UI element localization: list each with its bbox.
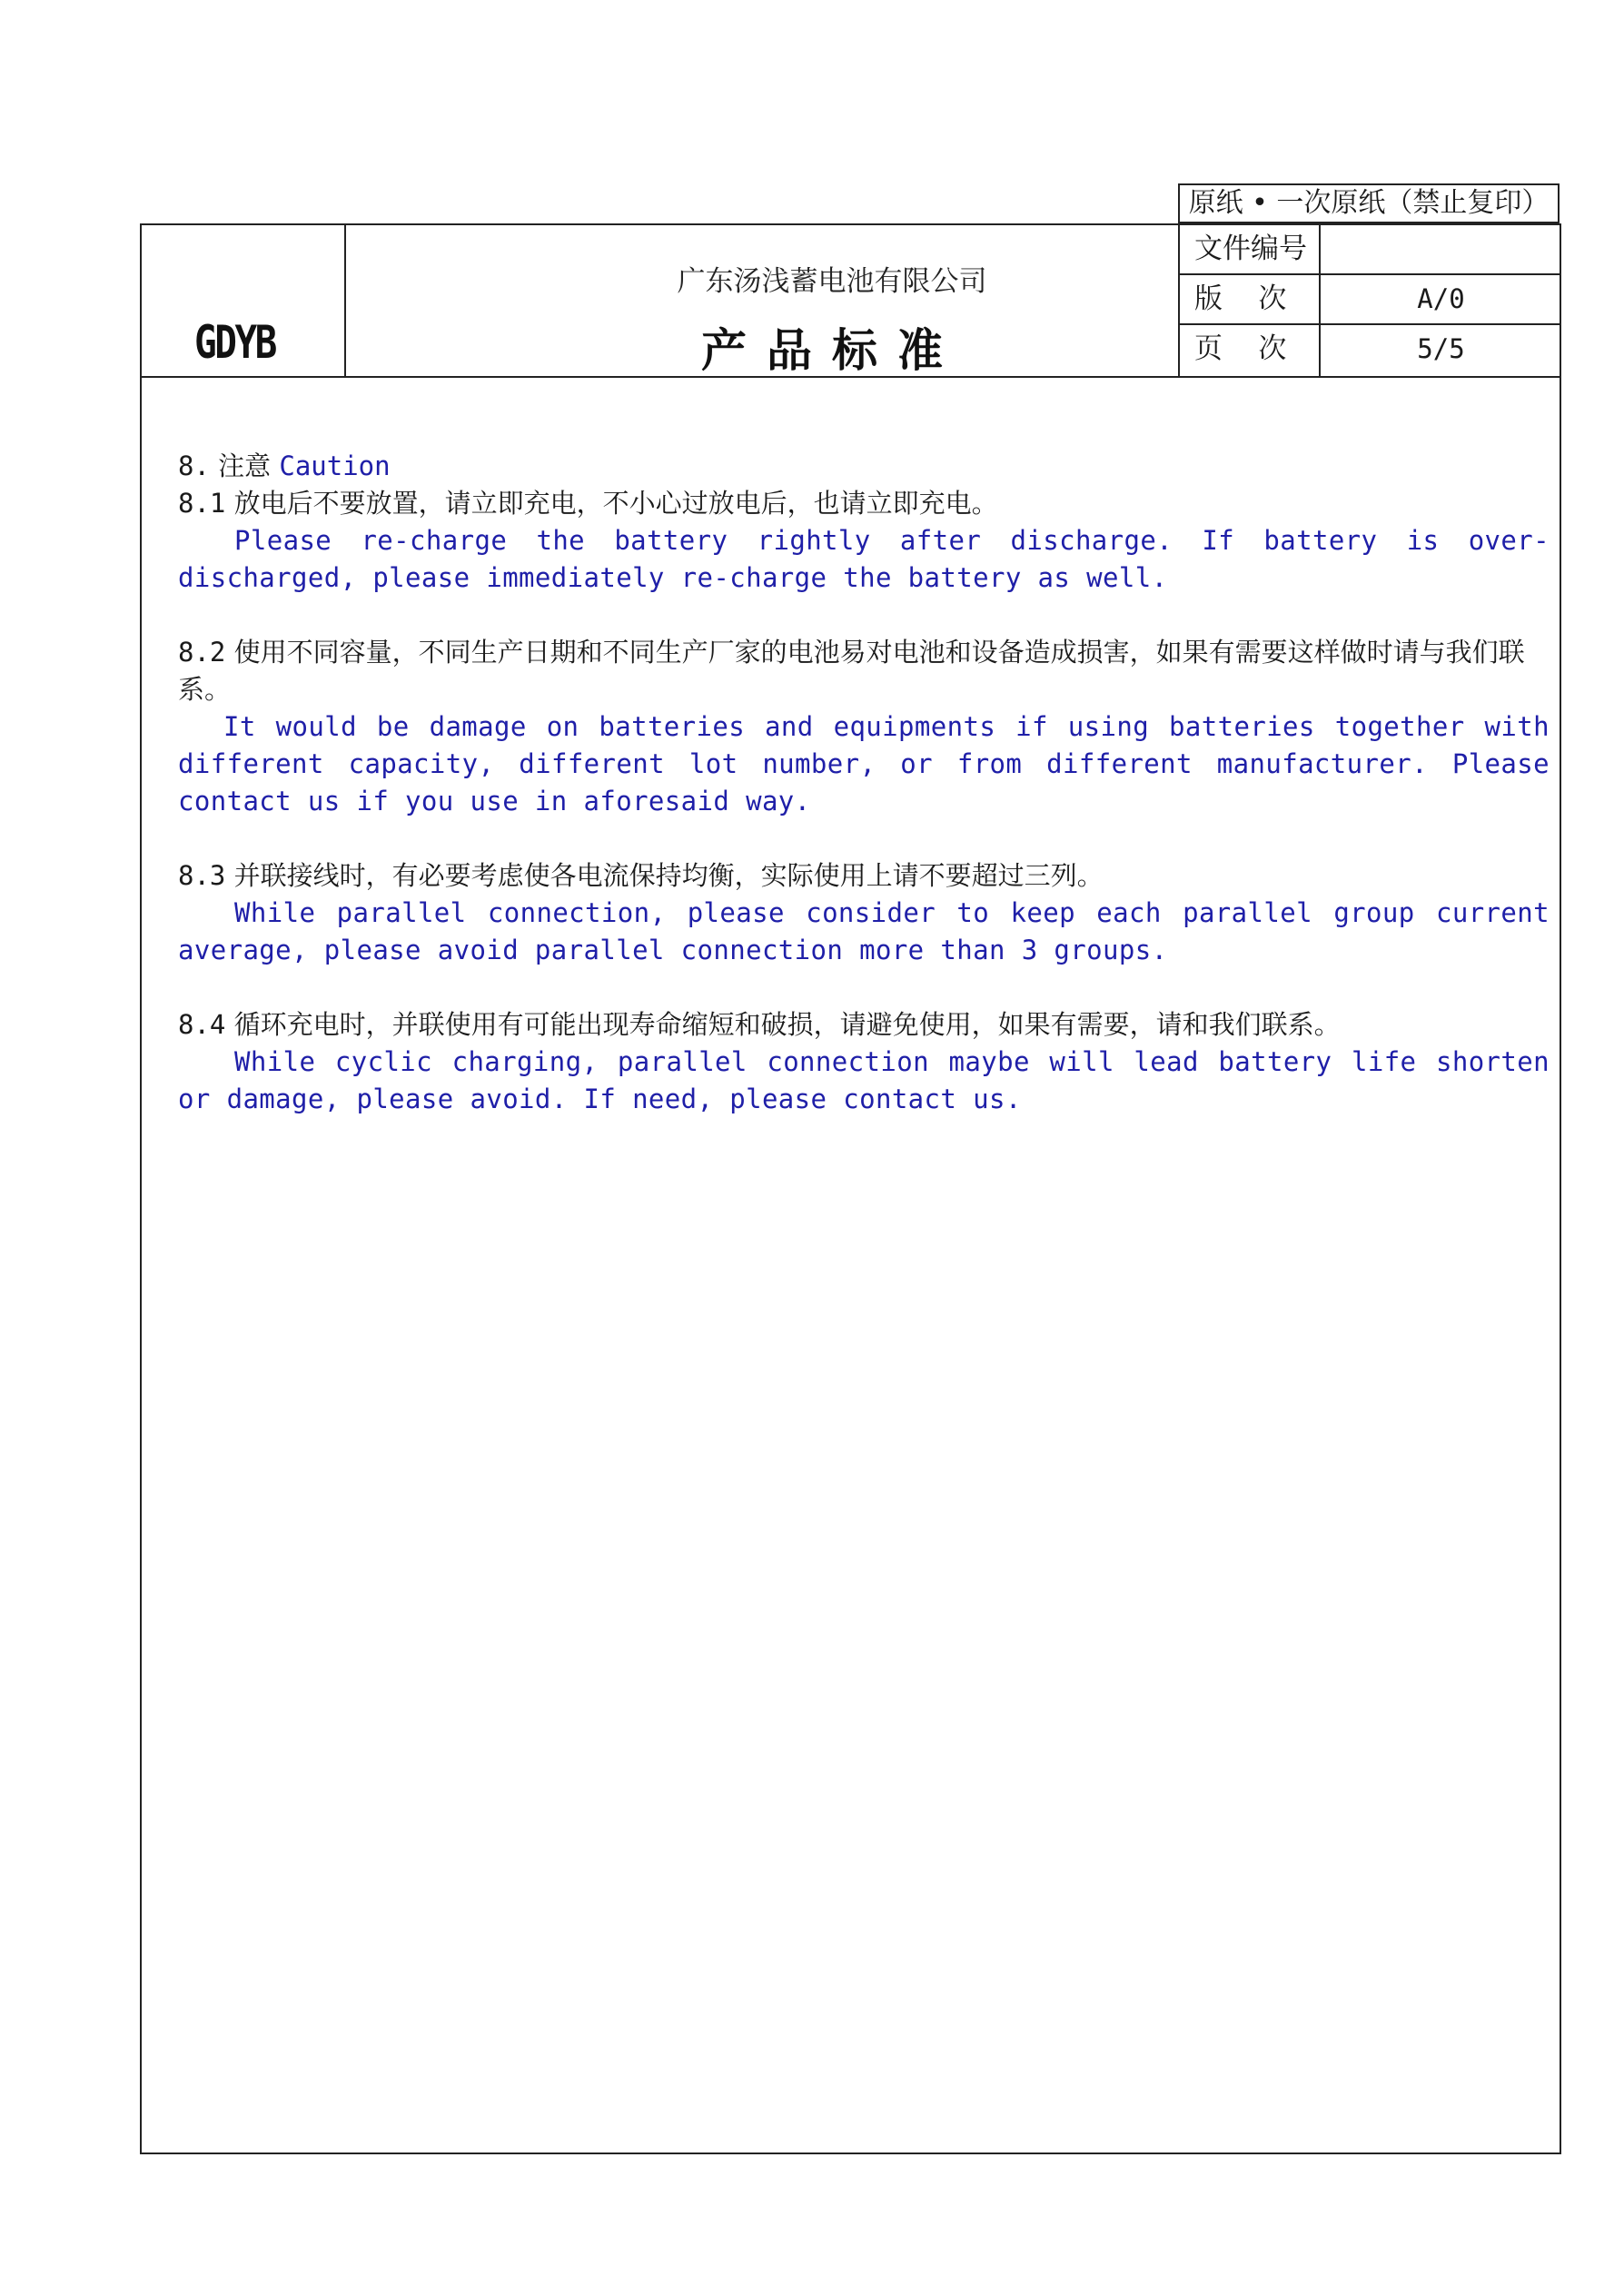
- clause-number: 8.1: [178, 488, 226, 519]
- clause-8-1: [178, 485, 1550, 597]
- section-heading: [178, 448, 1550, 485]
- clause-cn-text: [178, 485, 1550, 522]
- clause-8-3: [178, 857, 1550, 969]
- meta-label: 页 次: [1180, 325, 1321, 376]
- clause-cn: 使用不同容量，不同生产日期和不同生产厂家的电池易对电池和设备造成损害，如果有需要这样做时请与我们联系。: [178, 637, 1525, 705]
- clause-cn: 循环充电时，并联使用有可能出现寿命缩短和破损，请避免使用，如果有需要，请和我们联系。: [233, 1009, 1341, 1040]
- company-logo: GDYB: [194, 316, 275, 369]
- section-title-cn: 注意: [218, 450, 272, 481]
- header-divider: [142, 376, 1560, 378]
- meta-value: [1321, 225, 1561, 273]
- meta-value: A/0: [1417, 283, 1465, 314]
- clause-cn-text: [178, 1006, 1550, 1044]
- meta-label: 文件编号: [1180, 225, 1321, 273]
- meta-label: 版 次: [1180, 275, 1321, 323]
- section-title-en: Caution: [279, 450, 391, 481]
- clause-number: 8.2: [178, 637, 226, 668]
- clause-number: 8.3: [178, 860, 226, 891]
- meta-value: 5/5: [1417, 333, 1465, 364]
- meta-row-page: [1180, 325, 1561, 376]
- clause-cn: 放电后不要放置，请立即充电，不小心过放电后，也请立即充电。: [233, 488, 998, 519]
- document-title: 产品标准: [701, 323, 963, 377]
- section-number: 8.: [178, 450, 210, 481]
- document-meta-table: [1178, 225, 1561, 376]
- meta-row-file-number: [1180, 225, 1561, 275]
- company-name: 广东汤浅蓄电池有限公司: [677, 265, 987, 298]
- clause-en-text: It would be damage on batteries and equipments if using batteries together with different capacity, different lot number, or from different manufacturer. Please contact us if you use in aforesaid way.: [178, 711, 1550, 816]
- clause-en-text: While parallel connection, please consider to keep each parallel group current average, please avoid parallel connection more than 3 groups.: [178, 897, 1550, 965]
- logo-cell: [142, 225, 346, 376]
- clause-en-text: Please re-charge the battery rightly after discharge. If battery is over-discharged, please immediately re-charge the battery as well.: [178, 525, 1550, 593]
- clause-cn: 并联接线时，有必要考虑使各电流保持均衡，实际使用上请不要超过三列。: [233, 860, 1104, 891]
- clause-number: 8.4: [178, 1009, 226, 1040]
- clause-en-text: While cyclic charging, parallel connection maybe will lead battery life shorten or damage, please avoid. If need, please contact us.: [178, 1046, 1550, 1114]
- meta-row-version: [1180, 275, 1561, 325]
- original-copy-stamp: 原纸 • 一次原纸（禁止复印）: [1178, 183, 1560, 223]
- clause-8-4: [178, 1006, 1550, 1118]
- clause-cn-text: [178, 634, 1550, 708]
- clause-cn-text: [178, 857, 1550, 895]
- clause-8-2: [178, 634, 1550, 820]
